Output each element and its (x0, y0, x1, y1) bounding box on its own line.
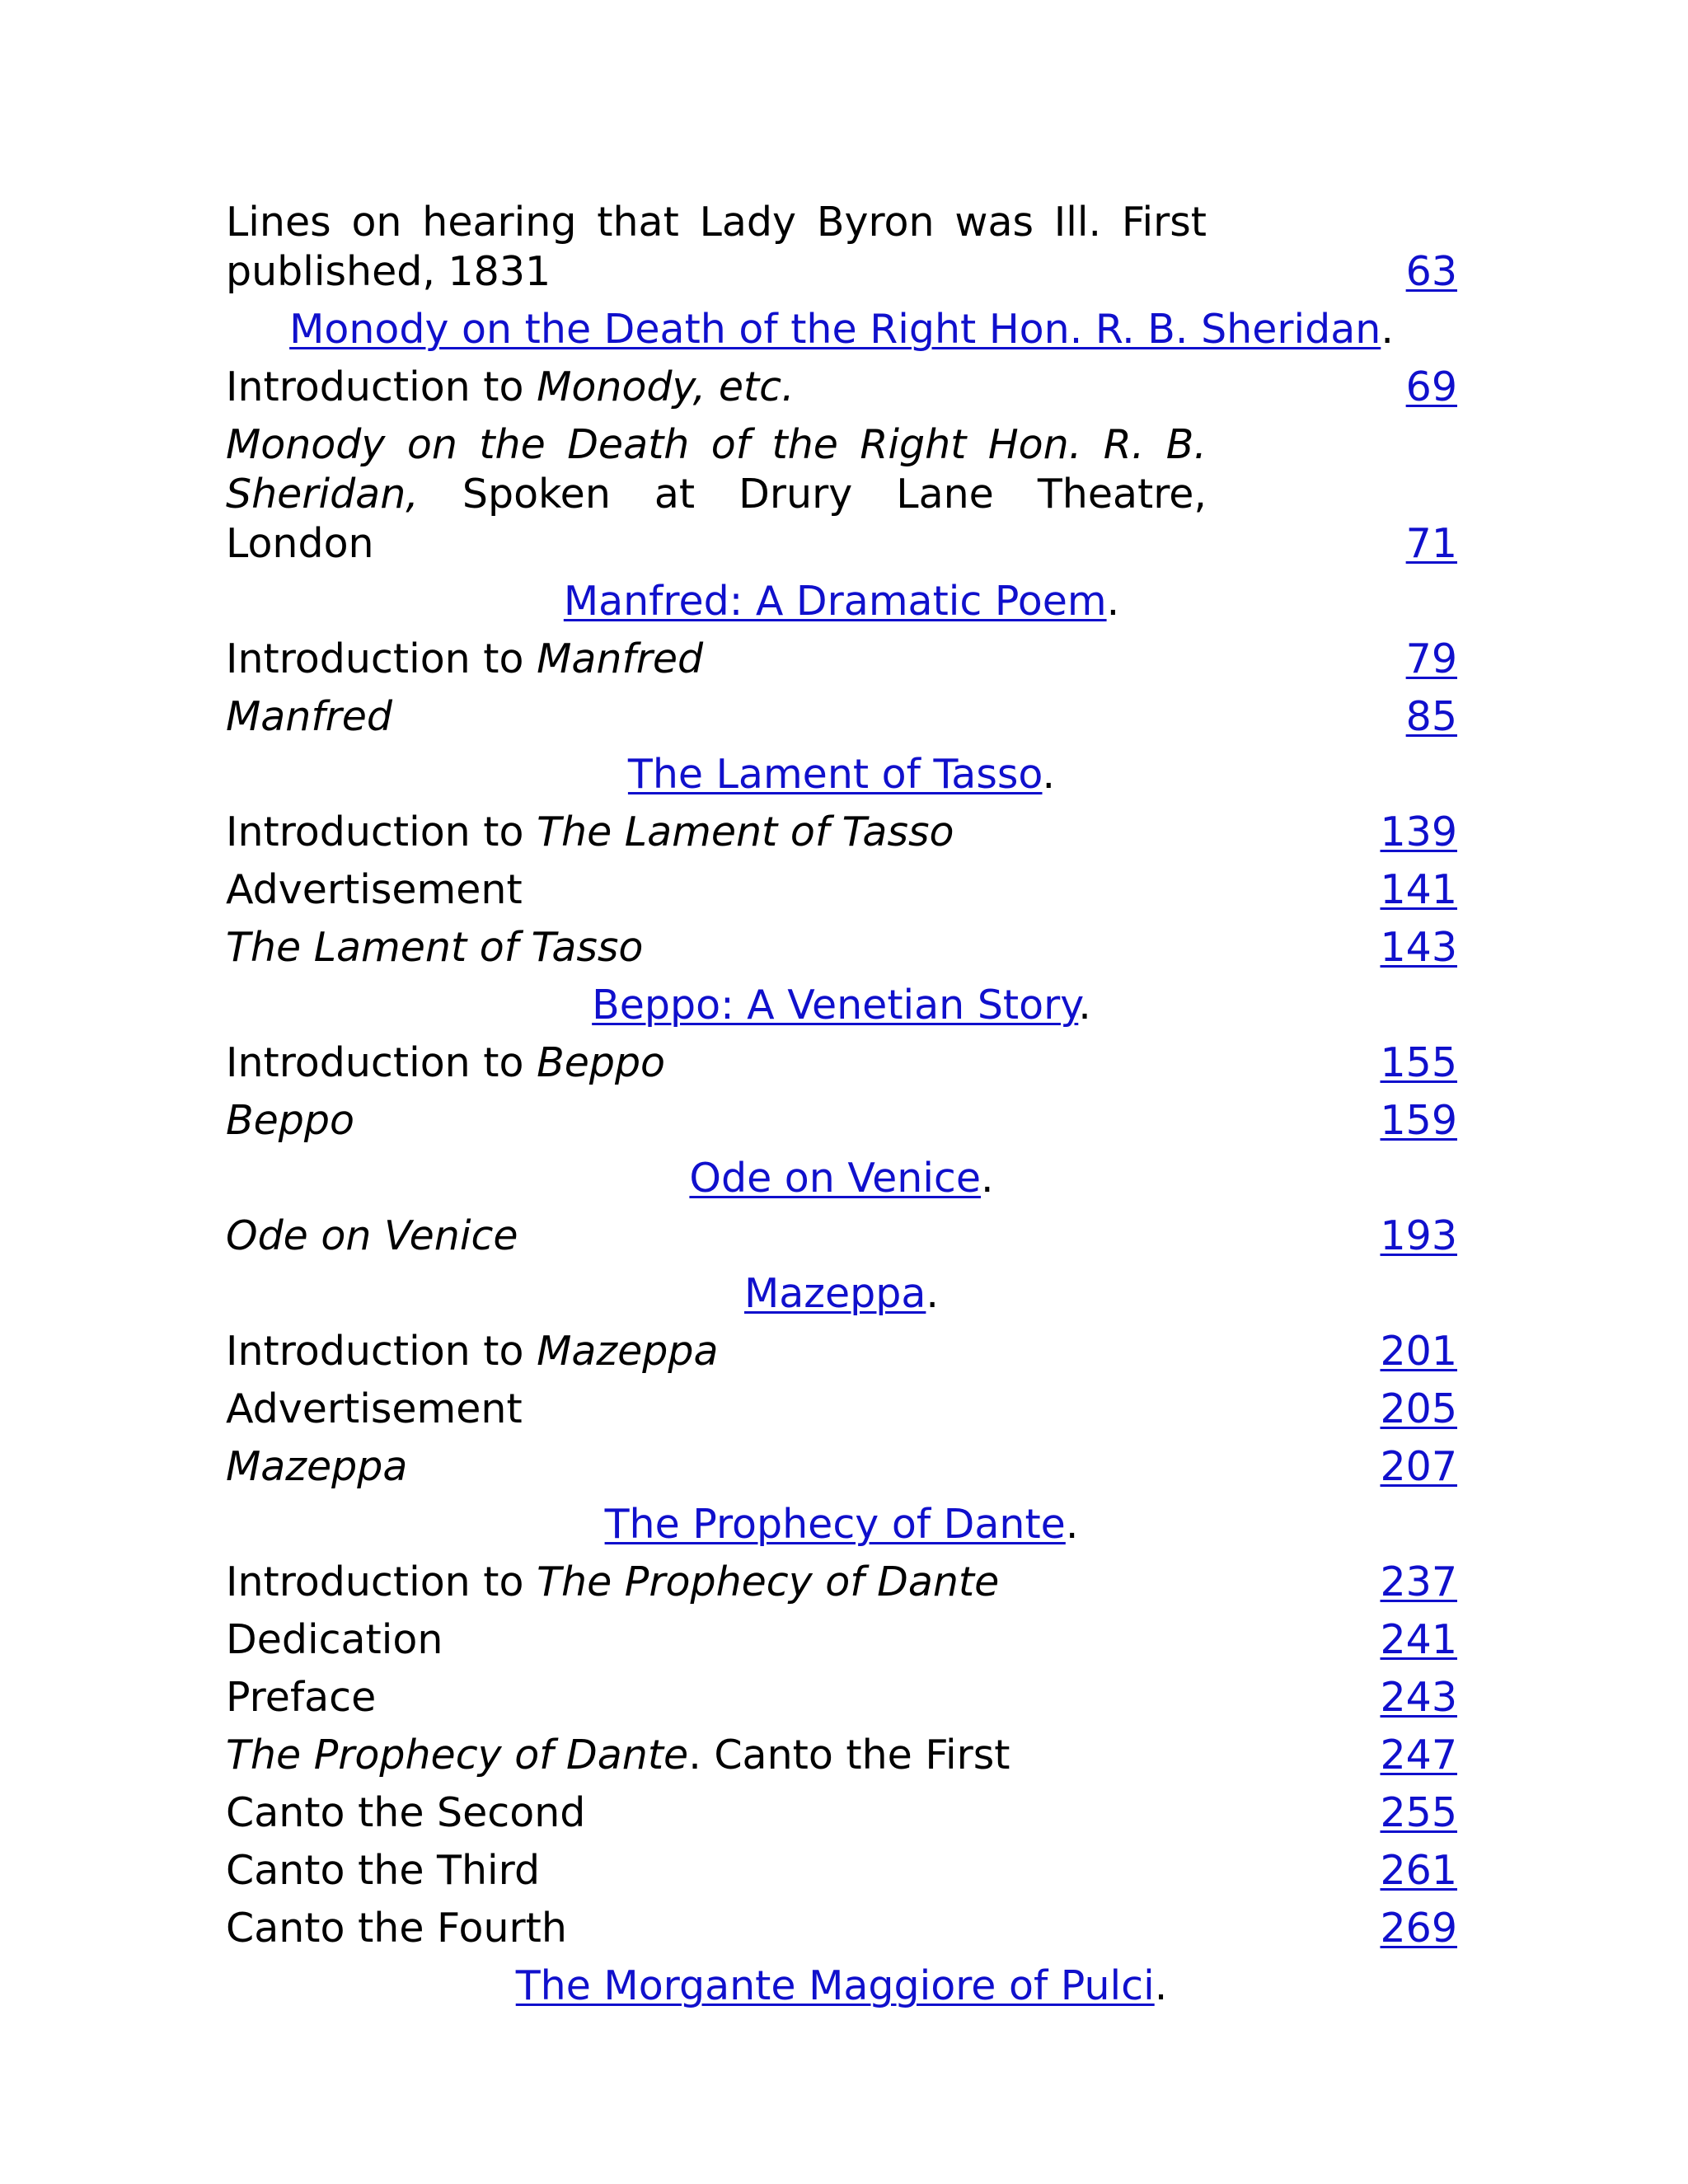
section-heading (226, 1269, 1457, 1319)
toc-entry-title-italic: Ode on Venice (226, 1212, 518, 1259)
toc-entry-title-text: Canto the Second (226, 1789, 586, 1836)
toc-entry-title (226, 1096, 1207, 1146)
toc-entry-title (226, 1558, 1207, 1607)
toc-page-cell (1380, 1558, 1457, 1607)
section-heading-link[interactable]: Beppo: A Venetian Story (592, 982, 1079, 1029)
toc-entry-title-italic: Beppo (537, 1039, 666, 1086)
toc-row (226, 198, 1457, 297)
toc-entry-title-italic: The Prophecy of Dante (226, 1732, 689, 1779)
toc-row (226, 1327, 1457, 1376)
page-number-link[interactable]: 143 (1380, 924, 1457, 971)
section-heading-link[interactable]: The Prophecy of Dante (604, 1501, 1066, 1548)
page-number-link[interactable]: 237 (1380, 1558, 1457, 1605)
toc-entry-title-text: Lines on hearing that Lady Byron was Ill. First published, 1831 (226, 199, 1207, 295)
toc-entry-title-text: Canto the Third (226, 1847, 541, 1894)
toc-row (226, 1385, 1457, 1434)
section-heading (226, 577, 1457, 626)
section-heading-suffix: . (1154, 1962, 1168, 2009)
toc-entry-title (226, 1212, 1207, 1261)
section-heading-link[interactable]: Ode on Venice (689, 1155, 982, 1202)
toc-entry-title (226, 1731, 1207, 1780)
toc-row (226, 1615, 1457, 1665)
toc-entry-title-italic: The Prophecy of Dante (537, 1558, 1000, 1605)
toc-row (226, 1788, 1457, 1838)
page-number-link[interactable]: 247 (1380, 1732, 1457, 1779)
toc-page-cell (1380, 923, 1457, 972)
toc-entry-title-italic: Manfred (537, 635, 704, 682)
toc-entry-title-text: Canto the Fourth (226, 1905, 567, 1952)
toc-entry-title (226, 1615, 1207, 1665)
toc-page-cell (1380, 1615, 1457, 1665)
toc-entry-title (226, 1846, 1207, 1896)
section-heading-link[interactable]: Manfred: A Dramatic Poem (563, 578, 1107, 625)
toc-entry-title-text: Dedication (226, 1616, 443, 1663)
toc-entry-title (226, 1327, 1207, 1376)
toc-entry-title-italic: Monody, etc. (537, 363, 795, 410)
section-heading (226, 305, 1457, 354)
toc-page-cell (1380, 1038, 1457, 1088)
toc-entry-title (226, 1904, 1207, 1953)
toc-page-cell (1380, 808, 1457, 857)
toc-entry-title (226, 692, 1207, 742)
toc-page-cell (1380, 1731, 1457, 1780)
toc-entry-title (226, 1038, 1207, 1088)
toc-entry-title-text: Preface (226, 1674, 377, 1721)
page-number-link[interactable]: 79 (1405, 635, 1457, 682)
page-number-link[interactable]: 261 (1380, 1847, 1457, 1894)
toc-page-cell (1380, 865, 1457, 915)
toc-page-cell (1406, 519, 1457, 569)
page-number-link[interactable]: 205 (1380, 1385, 1457, 1432)
toc-entry-title (226, 1385, 1207, 1434)
toc-page-cell (1406, 635, 1457, 684)
page-number-link[interactable]: 69 (1405, 363, 1457, 410)
toc-row (226, 1904, 1457, 1953)
toc-entry-title-text: Introduction to (226, 1328, 537, 1375)
page-number-link[interactable]: 139 (1380, 808, 1457, 855)
toc-entry-title-text: Spoken at Drury Lane Theatre, London (226, 471, 1207, 567)
page-number-link[interactable]: 207 (1380, 1443, 1457, 1490)
toc-entry-title-text: . Canto the First (688, 1732, 1010, 1779)
page-number-link[interactable]: 243 (1380, 1674, 1457, 1721)
section-heading-suffix: . (1042, 751, 1056, 798)
toc-page-cell (1380, 1096, 1457, 1146)
toc-entry-title (226, 1442, 1207, 1492)
table-of-contents (226, 198, 1457, 2019)
toc-row (226, 808, 1457, 857)
toc-row (226, 1096, 1457, 1146)
page-number-link[interactable]: 71 (1405, 520, 1457, 567)
toc-row (226, 1212, 1457, 1261)
page-number-link[interactable]: 85 (1405, 693, 1457, 740)
toc-row (226, 1731, 1457, 1780)
toc-page-cell (1380, 1442, 1457, 1492)
toc-entry-title (226, 808, 1207, 857)
toc-entry-title (226, 1673, 1207, 1722)
toc-page-cell (1380, 1673, 1457, 1722)
toc-entry-title (226, 635, 1207, 684)
toc-entry-title-italic: The Lament of Tasso (226, 924, 644, 971)
section-heading (226, 1961, 1457, 2011)
section-heading (226, 750, 1457, 799)
toc-row (226, 1846, 1457, 1896)
section-heading-link[interactable]: Monody on the Death of the Right Hon. R. B. Sheridan (289, 306, 1381, 353)
toc-entry-title-text: Advertisement (226, 1385, 523, 1432)
toc-entry-title (226, 923, 1207, 972)
section-heading (226, 1500, 1457, 1549)
toc-entry-title (226, 865, 1207, 915)
toc-page-cell (1380, 1904, 1457, 1953)
page-number-link[interactable]: 63 (1405, 248, 1457, 295)
toc-row (226, 420, 1457, 569)
page-number-link[interactable]: 155 (1380, 1039, 1457, 1086)
toc-entry-title-text: Introduction to (226, 363, 537, 410)
toc-entry-title-italic: Manfred (226, 693, 393, 740)
toc-page-cell (1380, 1212, 1457, 1261)
toc-row (226, 1442, 1457, 1492)
toc-entry-title-text: Introduction to (226, 808, 537, 855)
section-heading-link[interactable]: The Morgante Maggiore of Pulci (515, 1962, 1155, 2009)
toc-row (226, 1038, 1457, 1088)
section-heading-link[interactable]: Mazeppa (744, 1270, 926, 1317)
toc-page-cell (1380, 1385, 1457, 1434)
toc-entry-title (226, 198, 1207, 297)
toc-entry-title-text: Introduction to (226, 635, 537, 682)
toc-row (226, 1558, 1457, 1607)
toc-entry-title-italic: Beppo (226, 1097, 354, 1144)
page-number-link[interactable]: 255 (1380, 1789, 1457, 1836)
toc-entry-title-text: Introduction to (226, 1039, 537, 1086)
toc-page-cell (1380, 1846, 1457, 1896)
toc-page-cell (1406, 363, 1457, 412)
toc-entry-title-text: Advertisement (226, 866, 523, 913)
page-number-link[interactable]: 193 (1380, 1212, 1457, 1259)
toc-page-cell (1406, 247, 1457, 297)
page-number-link[interactable]: 241 (1380, 1616, 1457, 1663)
toc-page-cell (1406, 692, 1457, 742)
page-number-link[interactable]: 141 (1380, 866, 1457, 913)
page-number-link[interactable]: 269 (1380, 1905, 1457, 1952)
section-heading-suffix: . (981, 1155, 994, 1202)
toc-entry-title-italic: Mazeppa (537, 1328, 719, 1375)
section-heading (226, 981, 1457, 1030)
toc-row (226, 923, 1457, 972)
page-number-link[interactable]: 201 (1380, 1328, 1457, 1375)
toc-entry-title (226, 1788, 1207, 1838)
toc-row (226, 865, 1457, 915)
toc-entry-title (226, 420, 1207, 569)
section-heading-suffix: . (1106, 578, 1120, 625)
toc-page-cell (1380, 1327, 1457, 1376)
toc-row (226, 1673, 1457, 1722)
toc-entry-title-italic: Mazeppa (226, 1443, 408, 1490)
toc-row (226, 635, 1457, 684)
toc-entry-title (226, 363, 1207, 412)
section-heading-suffix: . (1065, 1501, 1079, 1548)
page-number-link[interactable]: 159 (1380, 1097, 1457, 1144)
toc-row (226, 363, 1457, 412)
section-heading (226, 1154, 1457, 1203)
toc-entry-title-italic: The Lament of Tasso (537, 808, 954, 855)
section-heading-link[interactable]: The Lament of Tasso (627, 751, 1043, 798)
toc-entry-title-text: Introduction to (226, 1558, 537, 1605)
toc-entry-title-italic: Monody on the Death of the Right Hon. R. B. Sheridan, (226, 421, 1207, 518)
toc-page-cell (1380, 1788, 1457, 1838)
section-heading-suffix: . (926, 1270, 939, 1317)
section-heading-suffix: . (1381, 306, 1394, 353)
section-heading-suffix: . (1078, 982, 1091, 1029)
toc-row (226, 692, 1457, 742)
